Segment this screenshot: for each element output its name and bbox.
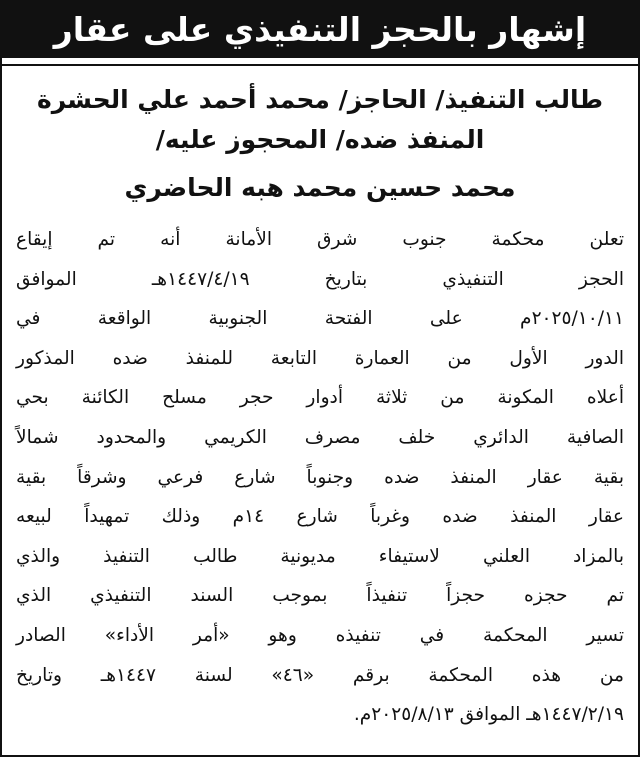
defendant-name-line: محمد حسين محمد هبه الحاضري <box>124 173 516 202</box>
parties-block <box>2 66 638 208</box>
body-line: من هذه المحكمة برقم «٤٦» لسنة ١٤٤٧هـ وتاريخ <box>16 664 624 686</box>
notice-body <box>2 208 638 735</box>
body-line: بقية عقار المنفذ ضده وجنوباً شارع فرعي وشرقاً بقية <box>16 466 624 488</box>
body-line: تسير المحكمة في تنفيذه وهو «أمر الأداء» الصادر <box>16 624 624 646</box>
body-line: تم حجزه حجزاً تنفيذاً بموجب السند التنفيذي الذي <box>16 585 624 607</box>
notice-title: إشهار بالحجز التنفيذي على عقار <box>2 2 638 58</box>
body-line: ٢٠٢٥/١٠/١١م على الفتحة الجنوبية الواقعة في <box>16 308 624 330</box>
body-line: الصافية الدائري خلف مصرف الكريمي والمحدود شمالاً <box>16 426 624 448</box>
body-line-last: ١٤٤٧/٢/١٩هـ الموافق ٢٠٢٥/٨/١٣م. <box>353 704 624 726</box>
body-line: أعلاه المكونة من ثلاثة أدوار حجر مسلح الكائنة بحي <box>16 387 624 409</box>
claimant-line: طالب التنفيذ/ الحاجز/ محمد أحمد علي الحشرة <box>37 85 603 114</box>
body-line: الدور الأول من العمارة التابعة للمنفذ ضده المذكور <box>16 347 624 369</box>
defendant-label-line: المنفذ ضده/ المحجوز عليه/ <box>155 125 485 154</box>
body-line: الحجز التنفيذي بتاريخ ١٤٤٧/٤/١٩هـ الموافق <box>16 268 624 290</box>
body-line: بالمزاد العلني لاستيفاء مديونية طالب التنفيذ والذي <box>16 545 624 567</box>
body-line: عقار المنفذ ضده وغرباً شارع ١٤م وذلك تمهيداً لبيعه <box>16 506 624 528</box>
body-line: تعلن محكمة جنوب شرق الأمانة أنه تم إيقاع <box>16 229 624 250</box>
